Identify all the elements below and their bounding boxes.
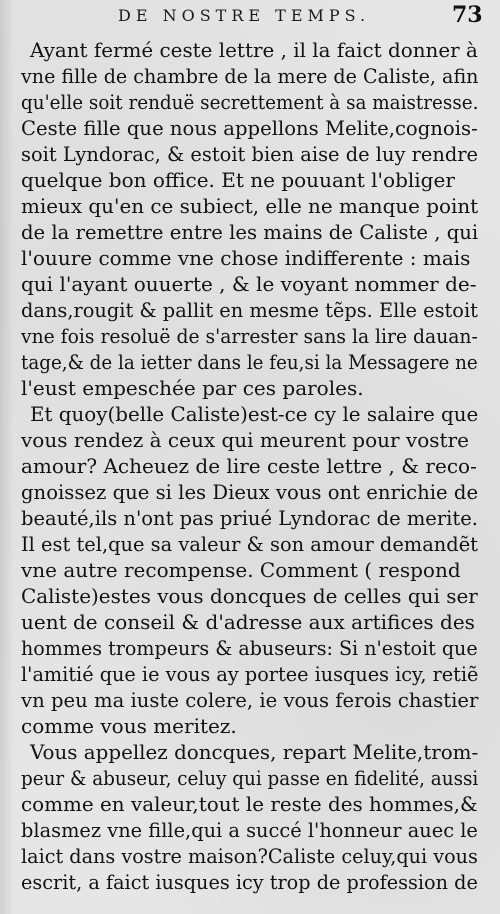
text-line: mieux qu'en ce subiect, elle ne manque point xyxy=(21,194,479,218)
text-line: Ayant fermé ceste lettre , il la faict donner à xyxy=(30,38,478,62)
text-line: blasmez vne fille,qui a succé l'honneur auec le xyxy=(21,818,478,842)
text-line: vne autre recompense. Comment ( respond xyxy=(21,558,461,582)
running-head: DE NOSTRE TEMPS. xyxy=(118,6,371,25)
text-line: laict dans vostre maison?Caliste celuy,qui vous xyxy=(21,844,478,868)
text-line: beauté,ils n'ont pas priué Lyndorac de merite. xyxy=(21,506,478,530)
text-line: Il est tel,que sa valeur & son amour demandẽt xyxy=(21,532,478,556)
text-line: comme en valeur,tout le reste des hommes,& xyxy=(21,792,478,816)
text-line: de la remettre entre les mains de Caliste , qui xyxy=(21,220,479,244)
text-line: l'ouure comme vne chose indifferente : mais xyxy=(21,246,471,270)
text-line: vous rendez à ceux qui meurent pour vostre xyxy=(21,428,469,452)
text-line: peur & abuseur, celuy qui passe en fidelité, aussi xyxy=(21,766,479,790)
text-line: dans,rougit & pallit en mesme tẽps. Elle estoit xyxy=(21,298,478,322)
text-line: qu'elle soit renduë secrettement à sa maistresse. xyxy=(21,90,479,114)
text-line: qui l'ayant ouuerte , & le voyant nommer de- xyxy=(21,272,477,296)
text-line: hommes trompeurs & abuseurs: Si n'estoit que xyxy=(21,636,478,660)
text-line: Caliste)estes vous doncques de celles qui ser xyxy=(21,584,478,608)
text-line: vn peu ma iuste colere, ie vous ferois chastier xyxy=(21,688,479,712)
text-line: quelque bon office. Et ne pouuant l'obliger xyxy=(21,168,455,192)
text-line: uent de conseil & d'adresse aux artifices des xyxy=(21,610,475,634)
text-line: l'eust empeschée par ces paroles. xyxy=(21,376,364,400)
text-line: Et quoy(belle Caliste)est-ce cy le salaire que xyxy=(30,402,479,426)
text-line: gnoissez que si les Dieux vous ont enrichie de xyxy=(21,480,479,504)
text-line: comme vous meritez. xyxy=(21,714,237,738)
text-line: Vous appellez doncques, repart Melite,trom- xyxy=(30,740,479,764)
text-line: soit Lyndorac, & estoit bien aise de luy rendre xyxy=(21,142,479,166)
text-line: tage,& de la ietter dans le feu,si la Messagere ne xyxy=(21,350,478,374)
text-line: vne fille de chambre de la mere de Caliste, afin xyxy=(21,64,479,88)
text-line: amour? Acheuez de lire ceste lettre , & reco- xyxy=(21,454,477,478)
page-number: 73 xyxy=(452,2,483,28)
text-line: Ceste fille que nous appellons Melite,cognois- xyxy=(21,116,478,140)
text-line: l'amitié que ie vous ay portee iusques icy, retiẽ xyxy=(21,662,479,686)
text-line: vne fois resoluë de s'arrester sans la lire dauan- xyxy=(21,324,478,348)
text-line: escrit, a faict iusques icy trop de profession de xyxy=(21,870,478,894)
